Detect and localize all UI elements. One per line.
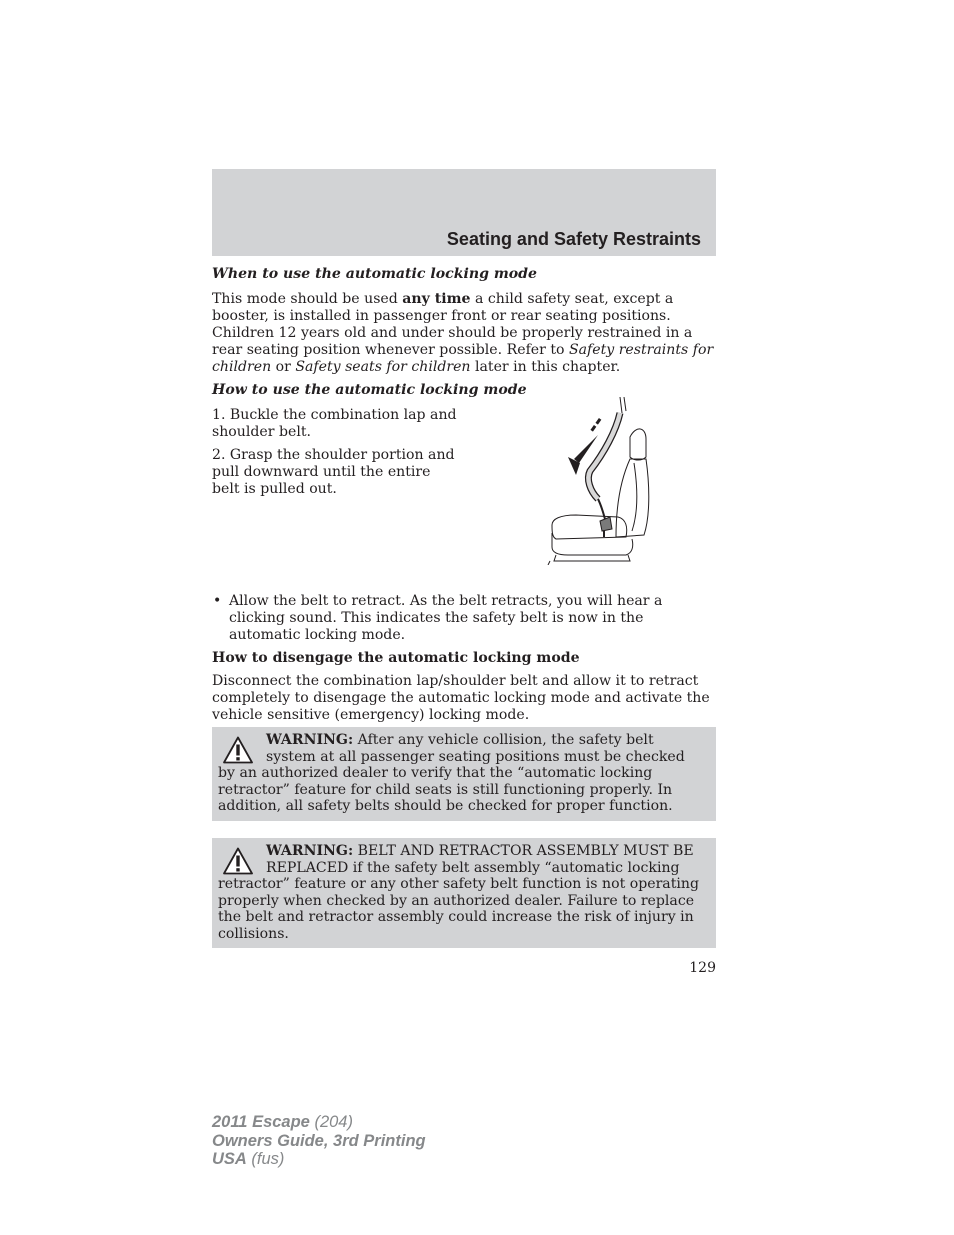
- footer-line-2: Owners Guide, 3rd Printing: [212, 1131, 426, 1150]
- section-title: Seating and Safety Restraints: [446, 229, 701, 249]
- disengage-heading: How to disengage the automatic locking mode: [212, 650, 580, 666]
- disengage-paragraph: Disconnect the combination lap/shoulder belt and allow it to retract completely to disengage the automatic locking mode and activate the vehicle sensitive (emergency) locking mode.: [212, 673, 710, 723]
- warning-text: After any vehicle collision, the safety belt system at all passenger seating positions must be checked by an authorized dealer to verify that the “automatic locking retractor” feature for child seats is still functioning properly. In addition, all safety belts should be checked for proper function.: [218, 732, 685, 814]
- bullet-dot: •: [213, 593, 222, 609]
- warning-box-1: [212, 727, 716, 821]
- bullet-item: [212, 593, 716, 644]
- page-content: [212, 266, 716, 730]
- warning-label: WARNING:: [266, 732, 354, 748]
- warning-text: BELT AND RETRACTOR ASSEMBLY MUST BE REPLACED if the safety belt assembly “automatic locking retractor” feature or any other safety belt function is not operating properly when checked by an authorized dealer. Failure to replace the belt and retractor assembly could increase the risk of injury in collisions.: [218, 843, 699, 942]
- how-heading: How to use the automatic locking mode: [212, 382, 527, 398]
- document-footer: [212, 1113, 426, 1169]
- warning-label: WARNING:: [266, 843, 354, 859]
- page-number: 129: [689, 960, 716, 976]
- footer-line-1: 2011 Escape (204): [212, 1113, 353, 1131]
- steps-list: [212, 407, 462, 504]
- section-header-band: [212, 169, 716, 256]
- when-paragraph: This mode should be used any time a child safety seat, except a booster, is installed in passenger front or rear seating positions. Children 12 years old and under should be properly restrained in a rear seating position whenever possible. Refer to Safety restraints for children or Safety seats for children later in this chapter.: [212, 291, 714, 375]
- steps-with-figure: [212, 407, 716, 585]
- when-heading: When to use the automatic locking mode: [212, 266, 537, 282]
- cross-reference: Safety restraints for children: [212, 342, 714, 375]
- bullet-text: Allow the belt to retract. As the belt retracts, you will hear a clicking sound. This indicates the safety belt is now in the automatic locking mode.: [229, 593, 663, 643]
- step-1: 1. Buckle the combination lap and shoulder belt.: [212, 407, 457, 440]
- step-2: 2. Grasp the shoulder portion and pull downward until the entire belt is pulled out.: [212, 447, 455, 497]
- warning-box-2: [212, 838, 716, 948]
- footer-line-3: USA (fus): [212, 1150, 285, 1168]
- warning-triangle-icon: [223, 736, 253, 764]
- warning-triangle-icon: [223, 847, 253, 875]
- seat-belt-illustration: [546, 397, 658, 565]
- cross-reference: Safety seats for children: [295, 359, 471, 375]
